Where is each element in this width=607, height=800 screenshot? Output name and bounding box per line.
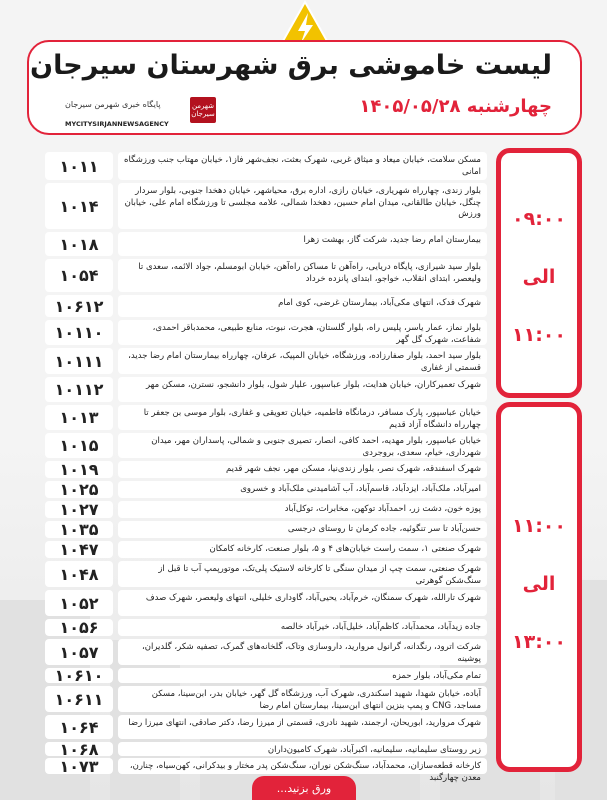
area-code: ۱۰۱۱۰: [45, 320, 113, 345]
area-code: ۱۰۲۷: [45, 501, 113, 518]
area-code: ۱۰۱۱۲: [45, 377, 113, 402]
next-page-button[interactable]: ورق بزنید...: [252, 776, 356, 800]
table-row: [45, 295, 487, 317]
area-list: تمام مکی‌آباد، بلوار حمزه: [118, 668, 487, 683]
table-row: [45, 377, 487, 402]
area-list: شهرک اسفندقه، شهرک نصر، بلوار زندی‌نیا، مسکن مهر، نجف شهر قدیم: [118, 461, 487, 478]
area-list: زیر روستای سلیمانیه، سلیمانیه، اکبرآباد، شهرک کامیون‌داران: [118, 742, 487, 756]
table-row: [45, 739, 487, 759]
area-code: ۱۰۳۵: [45, 521, 113, 538]
table-row: [45, 481, 487, 498]
agency-name: پایگاه خبری شهرمن سیرجان: [65, 100, 161, 109]
table-row: [45, 348, 487, 374]
area-code: ۱۰۶۸: [45, 742, 113, 756]
area-code: ۱۰۱۸: [45, 232, 113, 256]
slot-separator: الی: [522, 573, 556, 595]
area-list: خیابان عباسپور، پارک مسافر، درمانگاه فاطمیه، خیابان تعویقی و غفاری، بلوار موسی بن جعفر تا چهارراه دانشگاه آزاد قدیم: [118, 405, 487, 430]
table-row: [45, 320, 487, 345]
area-code: ۱۰۲۵: [45, 481, 113, 498]
page-title: لیست خاموشی برق شهرستان سیرجان: [30, 50, 552, 81]
area-list: بلوار سید احمد، بلوار صفارزاده، ورزشگاه، خیابان المپیک، عرفان، چهارراه بیمارستان امام رضا جدید، قسمتی از غفاری: [118, 348, 487, 374]
area-code: ۱۰۶۱۱: [45, 686, 113, 712]
area-code: ۱۰۱۹: [45, 461, 113, 478]
area-code: ۱۰۶۴: [45, 715, 113, 739]
area-list: آباده، خیابان شهدا، شهید اسکندری، شهرک آب، ورزشگاه گل گهر، خیابان بدر، ابن‌سینا، مسکن مساجد، CNG و پمپ بنزین انتهای ابن‌سینا، بیمارستان امام رضا: [118, 686, 487, 712]
area-list: بلوار زندی، چهارراه شهریاری، خیابان رازی، اداره برق، محیاشهر، خیابان دهخدا جنوبی، بلوار سردار چنگل، خیابان طالقانی، میدان امام حسین، دهخدا شمالی، علامه مجلسی تا ورزشگاه امام علی، خیابان ورزش: [118, 183, 487, 229]
area-list: خیابان عباسپور، بلوار مهدیه، احمد کافی، انصار، تصیری جنوبی و شمالی، پاسداران مهر، میدان شهرداری، خیام، سعدی، بروجردی: [118, 433, 487, 458]
area-list: بلوار نماز، عمار یاسر، پلیس راه، بلوار گلستان، هجرت، نبوت، منابع طبیعی، محمدباقر احمدی، شفاعت، شهرک گل گهر: [118, 320, 487, 345]
table-row: [45, 561, 487, 587]
table-row: [45, 668, 487, 683]
slot-start-time: ۱۱:۰۰: [512, 515, 566, 537]
area-list: مسکن سلامت، خیابان میعاد و میثاق غربی، شهرک بعثت، نجف‌شهر فاز۱، خیابان مهتاب جنب ورزشگاه امانی: [118, 152, 487, 180]
slot-end-time: ۱۳:۰۰: [512, 631, 566, 653]
area-code: ۱۰۱۴: [45, 183, 113, 229]
header-card: [27, 40, 582, 135]
table-row: [45, 259, 487, 292]
area-code: ۱۰۴۷: [45, 541, 113, 558]
area-code: ۱۰۱۱: [45, 152, 113, 180]
table-row: [45, 521, 487, 538]
table-row: [45, 541, 487, 558]
time-slot-1: [496, 148, 582, 398]
table-row: [45, 433, 487, 458]
area-list: جاده زیدآباد، محمدآباد، کاظم‌آباد، خلیل‌آباد، خیرآباد خالصه: [118, 619, 487, 636]
area-code: ۱۰۷۳: [45, 758, 113, 774]
agency-logo: شهرمن سیرجان: [190, 97, 216, 123]
slot-end-time: ۱۱:۰۰: [512, 324, 566, 346]
table-row: [45, 232, 487, 256]
area-list: شهرک تارالله، شهرک سمنگان، خرم‌آباد، یحیی‌آباد، گاوداری خلیلی، انتهای ولیعصر، شهرک صدف: [118, 590, 487, 616]
area-list: شرکت اترود، رنگدانه، گرانول مروارید، داروسازی وتاک، گلخانه‌های گمرک، تصفیه شکر، گلدیران، پوشینه: [118, 639, 487, 665]
table-row: [45, 461, 487, 478]
area-list: امیرآباد، ملک‌آباد، ایزدآباد، قاسم‌آباد، آب آشامیدنی ملک‌آباد و خسروی: [118, 481, 487, 498]
table-row: [45, 590, 487, 616]
table-row: [45, 756, 487, 783]
area-list: کارخانه قطعه‌سازان، محمدآباد، سنگ‌شکن نوران، سنگ‌شکن پدر مختار و بیدکرانی، کهن‌سیاه، چنارن، معدن چهارگنبد: [118, 758, 487, 774]
area-code: ۱۰۵۴: [45, 259, 113, 292]
area-code: ۱۰۵۲: [45, 590, 113, 616]
area-code: ۱۰۵۷: [45, 639, 113, 665]
area-list: شهرک صنعتی، سمت چپ از میدان سنگی تا کارخانه لاستیک پلی‌تک، موتورپمپ آب تا قبل از سنگ‌شکن گوهرتی: [118, 561, 487, 587]
area-code: ۱۰۱۳: [45, 405, 113, 430]
date-label: چهارشنبه ۱۴۰۵/۰۵/۲۸: [359, 96, 552, 117]
area-code: ۱۰۴۸: [45, 561, 113, 587]
table-row: [45, 183, 487, 229]
area-list: شهرک فدک، انتهای مکی‌آباد، بیمارستان غرضی، کوی امام: [118, 295, 487, 317]
table-row: [45, 501, 487, 518]
table-row: [45, 619, 487, 636]
table-row: [45, 715, 487, 739]
slot-start-time: ۰۹:۰۰: [512, 208, 566, 230]
area-code: ۱۰۶۱۲: [45, 295, 113, 317]
agency-handle: MYCITYSIRJANNEWSAGENCY: [65, 120, 169, 128]
time-slot-2: [496, 402, 582, 772]
area-list: بیمارستان امام رضا جدید، شرکت گاز، بهشت زهرا: [118, 232, 487, 256]
area-list: شهرک صنعتی ۱، سمت راست خیابان‌های ۴ و ۵، بلوار صنعت، کارخانه کامکان: [118, 541, 487, 558]
table-row: [45, 405, 487, 430]
area-code: ۱۰۱۵: [45, 433, 113, 458]
area-code: ۱۰۵۶: [45, 619, 113, 636]
slot-separator: الی: [522, 266, 556, 288]
area-list: پوزه خون، دشت زر، احمدآباد توکهن، مخابرات، توکل‌آباد: [118, 501, 487, 518]
area-list: شهرک مروارید، ابوریحان، ارجمند، شهید نادری، قسمتی از میرزا رضا، دکتر صادقی، انتهای میرزا رضا: [118, 715, 487, 739]
table-row: [45, 686, 487, 712]
table-row: [45, 152, 487, 180]
area-list: حسن‌آباد تا سر تنگوئیه، جاده کرمان تا روستای درجسی: [118, 521, 487, 538]
area-code: ۱۰۶۱۰: [45, 668, 113, 683]
area-code: ۱۰۱۱۱: [45, 348, 113, 374]
area-list: شهرک تعمیرکاران، خیابان هدایت، بلوار عباسپور، علیار شول، بلوار دانشجو، نسترن، مسکن مهر: [118, 377, 487, 402]
table-row: [45, 639, 487, 665]
area-list: بلوار سید شیرازی، پایگاه دریایی، راه‌آهن تا مساکن راه‌آهن، خیابان ابومسلم، جواد الائمه، سعدی تا ولیعصر، ابتدای انقلاب، خواجو، ابتدای پانزده خرداد: [118, 259, 487, 292]
